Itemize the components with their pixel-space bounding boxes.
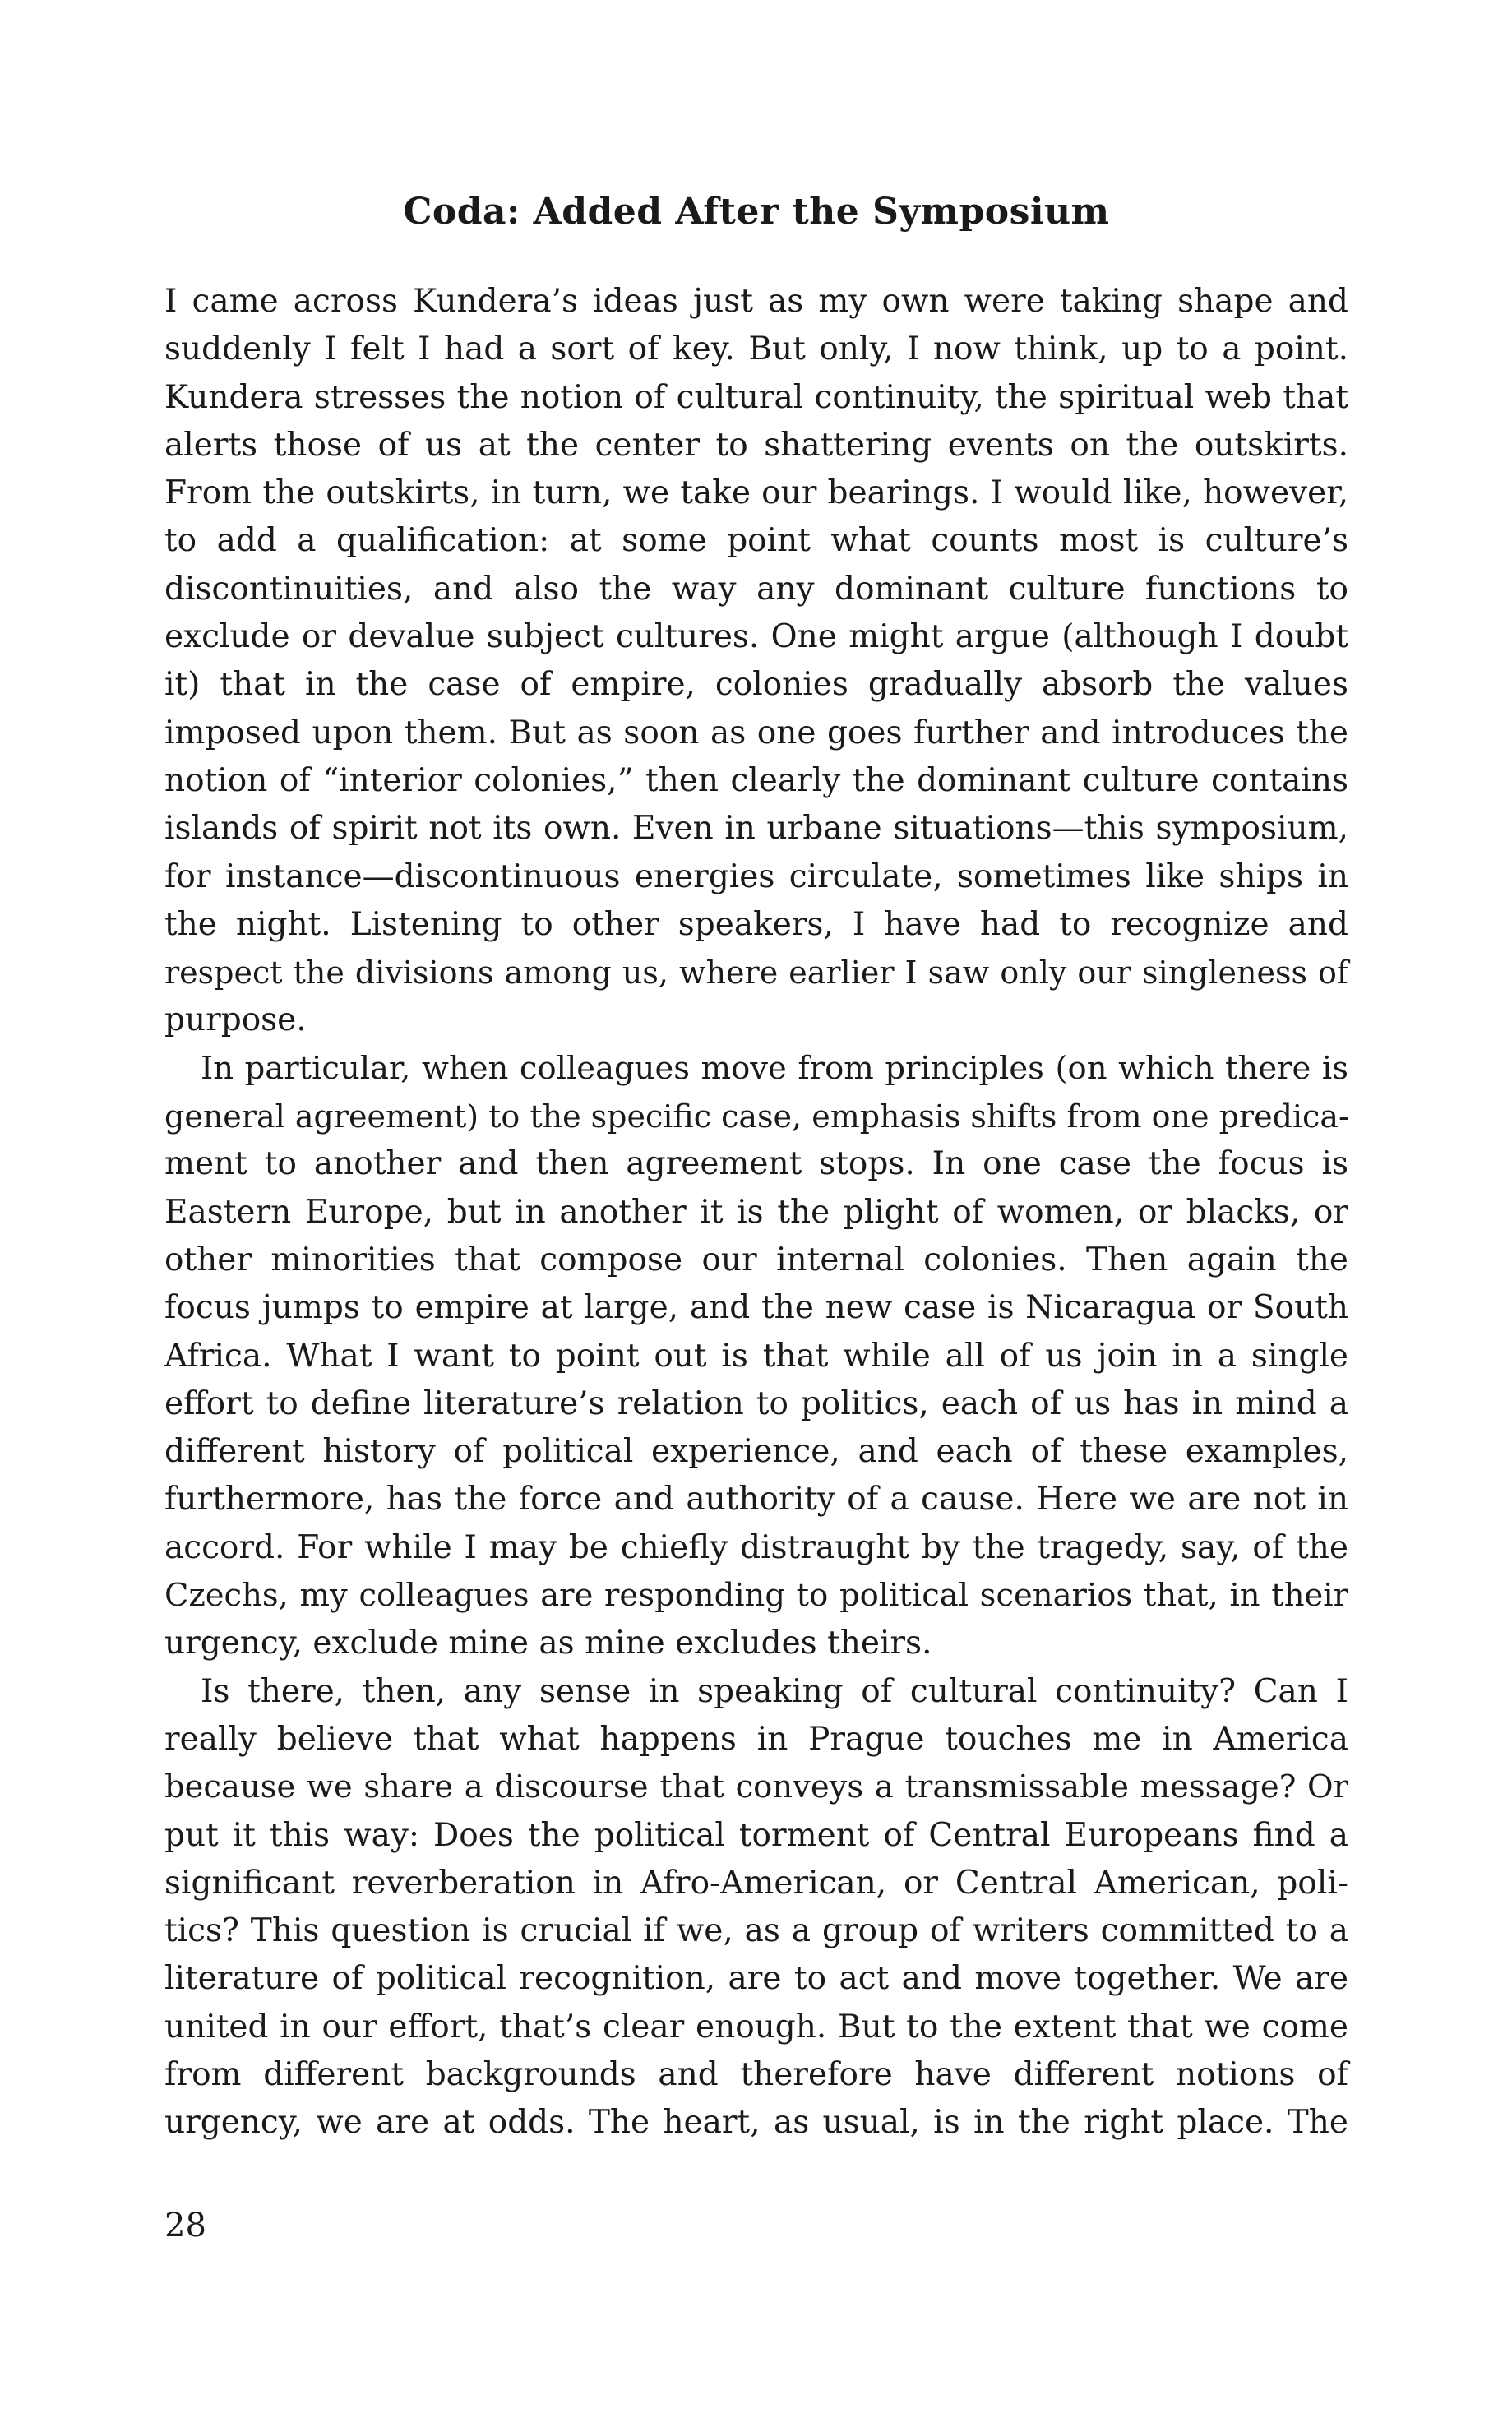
text-line: urgency, exclude mine as mine excludes theirs. [164,1625,932,1662]
text-line: tics? This question is crucial if we, as a group of writers committed to a [164,1912,1348,1950]
text-line: Kundera stresses the notion of cultural continuity, the spiritual web that [164,378,1348,416]
text-line: from different backgrounds and therefore have different notions of [164,2055,1348,2093]
text-line: suddenly I felt I had a sort of key. But only, I now think, up to a point. [164,331,1348,368]
text-line: furthermore, has the force and authority of a cause. Here we are not in [164,1481,1348,1519]
text-line: respect the divisions among us, where earlier I saw only our singleness of [164,955,1348,992]
text-line: focus jumps to empire at large, and the new case is Nicaragua or South [164,1289,1348,1327]
text-line: Czechs, my colleagues are responding to political scenarios that, in their [164,1577,1348,1615]
text-line: notion of “interior colonies,” then clearly the dominant culture contains [164,761,1348,799]
text-line: purpose. [164,1001,307,1039]
text-line: alerts those of us at the center to shattering events on the outskirts. [164,426,1348,464]
text-line: imposed upon them. But as soon as one goes further and introduces the [164,714,1348,751]
text-line: united in our effort, that’s clear enough. But to the extent that we come [164,2008,1348,2046]
text-line: the night. Listening to other speakers, I have had to recognize and [164,905,1348,943]
text-line: Africa. What I want to point out is that while all of us join in a single [164,1337,1348,1375]
body-text [164,278,1348,2147]
text-line: In particular, when colleagues move from principles (on which there is [201,1049,1348,1087]
text-line: because we share a discourse that conveys a transmissable message? Or [164,1768,1348,1806]
text-line: different history of political experience, and each of these examples, [164,1433,1348,1471]
text-line: other minorities that compose our internal colonies. Then again the [164,1241,1348,1278]
page-title: Coda: Added After the Symposium [403,191,1110,233]
text-line: literature of political recognition, are to act and move together. We are [164,1960,1348,1998]
text-line: Is there, then, any sense in speaking of cultural continuity? Can I [201,1672,1348,1710]
text-line: really believe that what happens in Prague touches me in America [164,1720,1348,1758]
page-number: 28 [164,2207,206,2244]
text-line: to add a qualification: at some point what counts most is culture’s [164,522,1348,560]
text-line: discontinuities, and also the way any dominant culture functions to [164,570,1348,608]
text-line: From the outskirts, in turn, we take our bearings. I would like, however, [164,474,1348,512]
text-line: accord. For while I may be chiefly distraught by the tragedy, say, of the [164,1528,1348,1566]
text-line: put it this way: Does the political torment of Central Europeans find a [164,1816,1348,1854]
text-line: exclude or devalue subject cultures. One might argue (although I doubt [164,618,1348,656]
text-line: for instance—discontinuous energies circulate, sometimes like ships in [164,857,1348,895]
text-line: I came across Kundera’s ideas just as my own were taking shape and [164,283,1348,320]
text-line: urgency, we are at odds. The heart, as usual, is in the right place. The [164,2104,1348,2142]
text-line: general agreement) to the specific case, emphasis shifts from one predica- [164,1098,1349,1135]
text-line: it) that in the case of empire, colonies gradually absorb the values [164,666,1348,704]
text-line: significant reverberation in Afro-American, or Central American, poli- [164,1864,1348,1902]
text-line: ment to another and then agreement stops. In one case the focus is [164,1145,1348,1183]
text-line: islands of spirit not its own. Even in urbane situations—this symposium, [164,810,1348,848]
text-line: effort to define literature’s relation to politics, each of us has in mind a [164,1384,1348,1422]
text-line: Eastern Europe, but in another it is the plight of women, or blacks, or [164,1193,1348,1231]
